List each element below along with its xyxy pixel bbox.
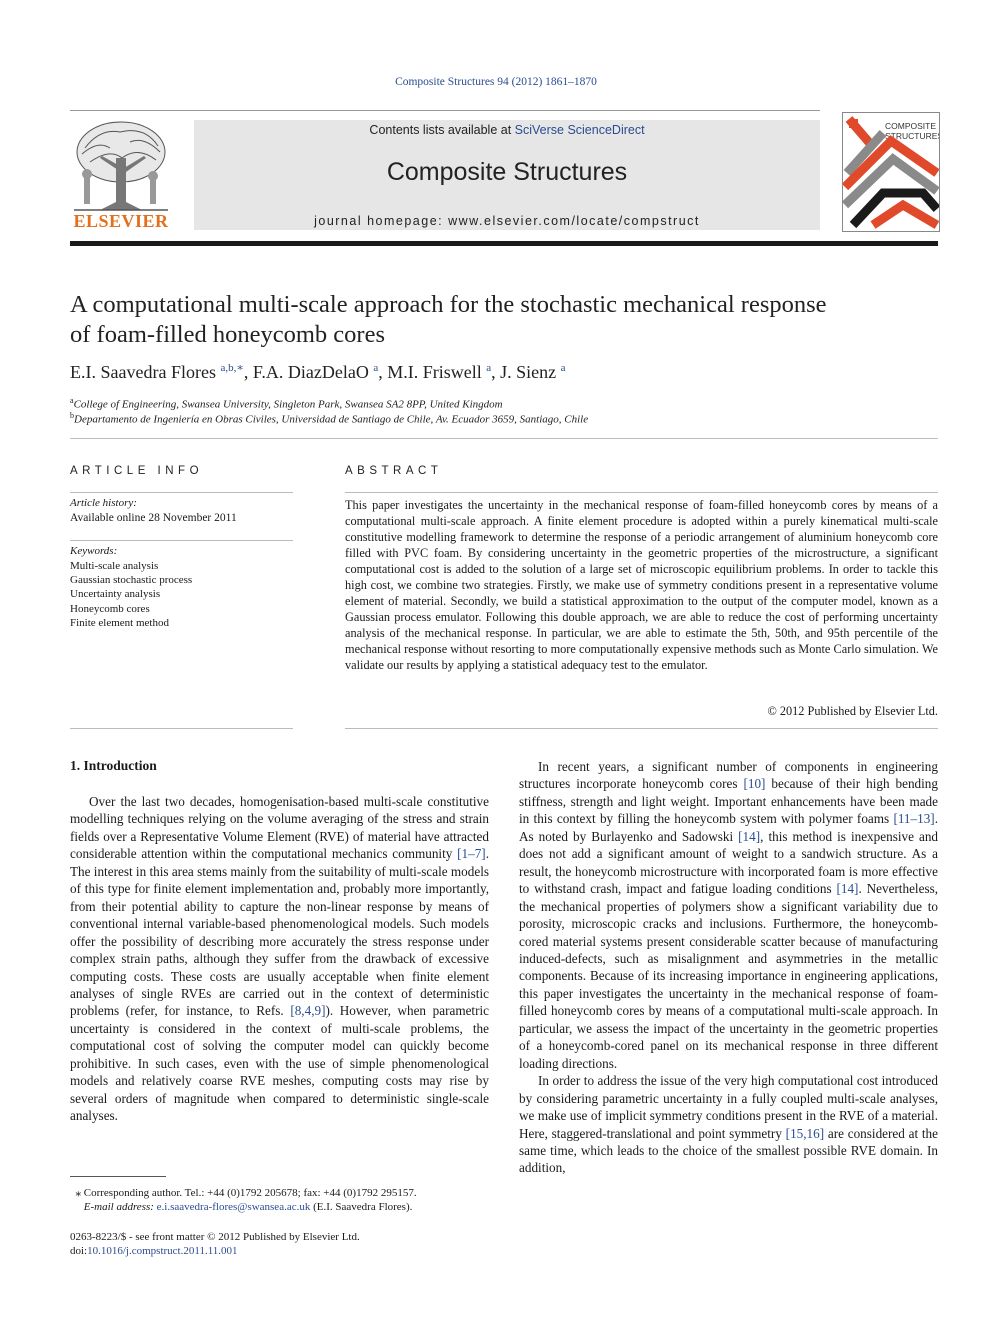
article-title-line2: of foam-filled honeycomb cores: [70, 321, 385, 348]
author-separator: ,: [378, 362, 388, 382]
author-list: [70, 361, 930, 383]
contents-prefix: Contents lists available at: [369, 123, 515, 137]
email-label: E-mail address:: [83, 1201, 154, 1213]
text-run: , this method is inexpensive and does not add a significant amount of weight to a sandwich structure. As a result, the honeycomb microstructure with incorporated foam is more effective to withstand crash, impact and fatigue loading conditions: [519, 828, 939, 897]
author[interactable]: [253, 362, 378, 382]
elsevier-logo: [70, 118, 172, 232]
info-divider: [70, 540, 293, 541]
cover-pattern-icon: [843, 113, 939, 231]
corresponding-author-note: [70, 1186, 489, 1199]
author-affiliation-mark[interactable]: a,b,∗: [220, 362, 244, 374]
citation-link[interactable]: [15,16]: [785, 1125, 825, 1141]
author[interactable]: [500, 362, 565, 382]
cover-title-line2: STRUCTURES: [885, 131, 939, 141]
text-run: . Nevertheless, the mechanical properties of polymers show a significant variability due to porosity, microscopic cracks and inclusions. Furthermore, the honeycomb-cored material systems present considerable scatter because of manufacturing induced-defects, such as misalignment and asymmetries in the metallic components. Because of its increasing importance in engineering applications, this paper investigates the uncertainty in the mechanical response of foam-filled honeycomb cores by means of a computational multi-scale approach. In particular, we assess the impact of the uncertainty in the geometric properties of a honeycomb-cored panel on its mechanical response in three different loading directions.: [519, 881, 938, 1071]
citation-link[interactable]: [11–13]: [893, 811, 935, 827]
journal-title: Composite Structures: [386, 158, 628, 186]
citation-link[interactable]: [14]: [738, 828, 761, 844]
article-title: [70, 290, 930, 350]
cover-title-line1: COMPOSITE: [885, 121, 937, 131]
footnote-mark: ⁎: [75, 1187, 81, 1199]
author-affiliation-mark[interactable]: a: [373, 362, 379, 374]
issn-line: 0263-8223/$ - see front matter © 2012 Published by Elsevier Ltd.: [70, 1231, 360, 1243]
affiliation-mark: b: [70, 411, 74, 420]
footnote-rule: [70, 1176, 166, 1177]
citation-link[interactable]: [1–7]: [457, 846, 486, 862]
email-note: [70, 1201, 489, 1213]
keyword-list: [70, 559, 192, 630]
history-value: Available online 28 November 2011: [70, 512, 237, 524]
author-affiliation-mark[interactable]: a: [486, 362, 492, 374]
text-run: In order to address the issue of the very high computational cost introduced by considering parametric uncertainty in a fully coupled multi-scale analyses, we make use of implicit symmetry conditions present in the RVE of a material. Here, staggered-translational and point symmetry: [519, 1073, 938, 1141]
citation-link[interactable]: [14]: [836, 881, 859, 897]
author-affiliation-mark[interactable]: a: [560, 362, 566, 374]
keyword: Uncertainty analysis: [70, 588, 161, 601]
journal-cover: [842, 112, 940, 232]
affiliation-mark: a: [70, 396, 74, 405]
paragraph: [519, 758, 938, 1072]
affiliation: [70, 396, 930, 411]
body-column-right: [519, 758, 938, 1177]
paragraph: [519, 1072, 938, 1177]
text-run: . As noted by Burlayenko and Sadowski: [519, 811, 938, 844]
article-title-line1: A computational multi-scale approach for the stochastic mechanical response: [70, 291, 827, 318]
citation-link[interactable]: [8,4,9]: [290, 1003, 326, 1019]
keyword: Honeycomb cores: [70, 602, 150, 615]
text-run: . The interest in this area stems mainly from the suitability of multi-scale models of this type for finite element implementation and, probably more importantly, from their potential ability to capture the non-linear response by means of conventional internal variable-based phenomenological models. Such models offer the possibility of describing more accurately the stress response under complex strain paths, although they suffer from the drawback of excessive computing costs. These costs are usually acceptable when finite element analyses of single RVEs are carried out in the context of deterministic problems (refer, for instance, to Refs.: [70, 846, 489, 1019]
section-divider: [70, 438, 938, 439]
history-label: Article history:: [70, 497, 137, 509]
affiliation-text: Departamento de Ingeniería en Obras Civiles, Universidad de Santiago de Chile, Av. Ecuador 3659, Santiago, Chile: [74, 413, 589, 426]
journal-header-box: [194, 120, 820, 230]
author-name: M.I. Friswell: [387, 362, 482, 382]
header-rule: [70, 241, 938, 246]
author-name: E.I. Saavedra Flores: [70, 362, 216, 382]
email-suffix: (E.I. Saavedra Flores).: [310, 1201, 413, 1213]
copyright: © 2012 Published by Elsevier Ltd.: [767, 704, 938, 718]
author[interactable]: [70, 362, 244, 382]
abstract-divider: [345, 728, 938, 729]
affiliation: [70, 411, 930, 426]
article-info-heading: ARTICLE INFO: [70, 465, 204, 477]
keyword: Gaussian stochastic process: [70, 574, 193, 587]
author-name: F.A. DiazDelaO: [252, 362, 369, 382]
info-divider: [70, 492, 293, 493]
text-run: are considered at the same time, which leads to the choice of the smallest possible RVE domain. In addition,: [519, 1125, 938, 1176]
doi-link[interactable]: 10.1016/j.compstruct.2011.11.001: [87, 1245, 238, 1257]
homepage-prefix: journal homepage:: [314, 214, 449, 228]
journal-citation[interactable]: Composite Structures 94 (2012) 1861–1870: [395, 76, 597, 88]
author-separator: ,: [243, 362, 253, 382]
info-divider: [70, 728, 293, 729]
body-column-left: [70, 793, 489, 1125]
affiliation-text: College of Engineering, Swansea University, Singleton Park, Swansea SA2 8PP, United Kingdom: [73, 398, 503, 411]
text-run: Over the last two decades, homogenisation-based multi-scale constitutive modelling techniques relying on the volume averaging of the stress and strain fields over a Representative Volume Element (RVE) of material have attracted considerable attention within the computational mechanics community: [70, 794, 489, 862]
abstract-heading: ABSTRACT: [345, 465, 443, 477]
contents-availability: [194, 123, 820, 137]
abstract-text: This paper investigates the uncertainty in the mechanical response of foam-filled honeycomb cores by means of a computational multi-scale approach. A finite element procedure is adopted within a purely kinematical multi-scale constitutive modelling framework to determine the response of a periodic arrangement of aluminium honeycomb core filled with PVC foam. By considering uncertainty in the geometric properties of the microstructure, a significant computational cost is added to the solution of a large set of microscopic equilibrium problems. In order to tackle this high cost, we combine two strategies. Firstly, we make use of symmetry conditions present in a representative volume element of material. Secondly, we build a statistical approximation to the output of the computer model, known as a Gaussian process emulator. Following this double approach, we are able to reduce the cost of performing uncertainty analysis of the mechanical response. In particular, we are able to estimate the 5th, 50th, and 95th percentile of the mechanical response without resorting to more computationally expensive methods such as Monte Carlo simulation. We validate our results by applying a statistical adequacy test to the emulator.: [345, 498, 938, 672]
sciencedirect-link[interactable]: SciVerse ScienceDirect: [514, 123, 645, 137]
email-link[interactable]: e.i.saavedra-flores@swansea.ac.uk: [156, 1201, 311, 1213]
footnote-text: Corresponding author. Tel.: +44 (0)1792 205678; fax: +44 (0)1792 295157.: [83, 1187, 417, 1199]
author-name: J. Sienz: [500, 362, 557, 382]
abstract-divider: [345, 492, 938, 493]
section-heading: 1. Introduction: [70, 758, 157, 773]
text-run: ). However, when parametric uncertainty is considered in the context of multi-scale problems, the computational cost of solving the computer model can quickly become prohibitive. In such cases, even with the use of simple phenomenological models and relatively coarse RVE meshes, computing costs may rise by several orders of magnitude when compared to deterministic single-scale analyses.: [70, 1003, 489, 1124]
journal-homepage: [194, 214, 820, 228]
citation-link[interactable]: [10]: [743, 776, 766, 792]
keyword: Multi-scale analysis: [70, 560, 159, 572]
author[interactable]: [387, 362, 491, 382]
text-run: In recent years, a significant number of components in engineering structures incorporate honeycomb cores: [519, 759, 938, 792]
doi-line: [70, 1245, 238, 1257]
elsevier-tree-icon: [70, 118, 172, 212]
keywords-label: Keywords:: [70, 545, 118, 557]
paragraph: [70, 793, 489, 1125]
publisher-wordmark: ELSEVIER: [73, 211, 169, 231]
keyword: Finite element method: [70, 616, 169, 629]
author-separator: ,: [491, 362, 501, 382]
text-run: because of their high bending stiffness, strength and light weight. Important enhancements have been made in this context by filling the honeycomb system with polymer foams: [519, 776, 938, 827]
header-divider: [70, 110, 820, 111]
doi-label: doi:: [70, 1245, 88, 1257]
homepage-link[interactable]: www.elsevier.com/locate/compstruct: [448, 214, 700, 228]
